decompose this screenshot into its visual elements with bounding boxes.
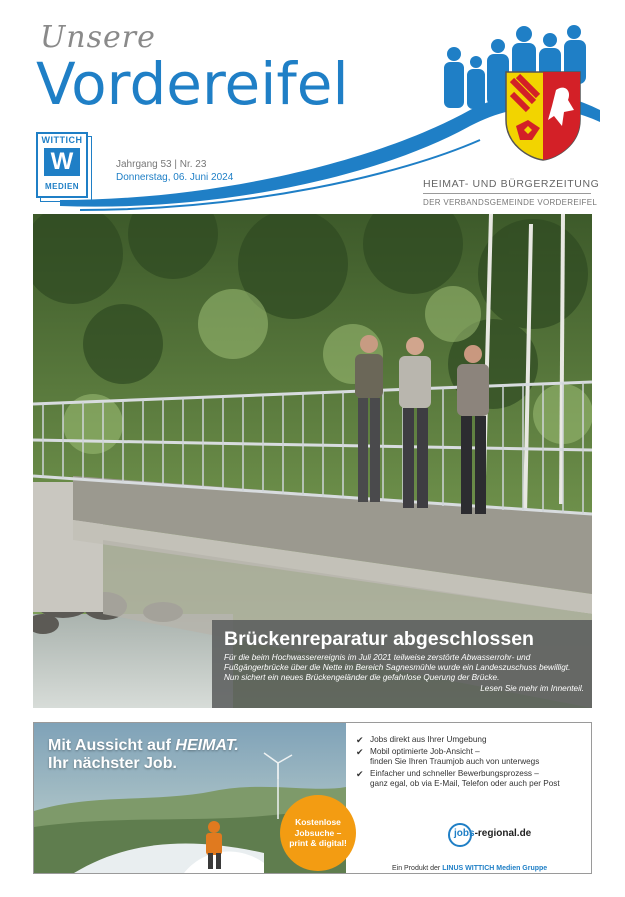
ad-footer-brand: LINUS WITTICH Medien Gruppe bbox=[442, 865, 548, 872]
coat-of-arms-icon bbox=[504, 70, 582, 162]
checkmark-icon: ✔ bbox=[356, 735, 364, 745]
publisher-logo-letter: W bbox=[44, 148, 80, 176]
benefit-subtext: ganz egal, ob via E-Mail, Telefon oder auch per Post bbox=[370, 779, 560, 789]
tagline-block bbox=[423, 178, 600, 207]
ad-headline-line-2: Ihr nächster Job. bbox=[48, 755, 177, 772]
issue-number: Jahrgang 53 | Nr. 23 bbox=[116, 159, 207, 170]
ad-headline bbox=[48, 737, 239, 773]
subtagline: DER VERBANDSGEMEINDE VORDEREIFEL bbox=[423, 198, 598, 207]
title-main: Vordereifel bbox=[36, 50, 349, 118]
article-headline[interactable]: Brückenreparatur abgeschlossen bbox=[224, 628, 534, 650]
benefit-text: Jobs direkt aus Ihrer Umgebung bbox=[370, 735, 487, 744]
ad-footer bbox=[392, 865, 547, 872]
benefits-list bbox=[352, 735, 588, 790]
publisher-logo-bottom: MEDIEN bbox=[44, 182, 80, 191]
jobs-regional-logo[interactable] bbox=[448, 823, 548, 851]
article-caption bbox=[212, 620, 592, 708]
jobs-logo-prefix: jobs bbox=[454, 828, 475, 839]
ad-benefits bbox=[352, 735, 588, 872]
article-teaser: Für die beim Hochwasserereignis im Juli 2021 teilweise zerstörte Abwasserrohr- und Fußgängerbrücke über die Nette im Bereich Sagnesmühle wurde ein Landeszuschuss bewilligt. Nun sichert ein neues Brückengeländer die gefahrlose Querung der Brücke. bbox=[224, 653, 571, 683]
ad-headline-prefix: Mit Aussicht auf bbox=[48, 737, 176, 754]
benefit-text: Einfacher und schneller Bewerbungsprozess – bbox=[370, 768, 539, 778]
read-more-link[interactable]: Lesen Sie mehr im Innenteil. bbox=[480, 683, 584, 693]
checkmark-icon: ✔ bbox=[356, 768, 364, 779]
issue-date: Donnerstag, 06. Juni 2024 bbox=[116, 172, 234, 183]
publisher-logo-top: WITTICH bbox=[41, 135, 83, 145]
ad-headline-emphasis: HEIMAT. bbox=[175, 737, 239, 754]
ad-headline-line-1 bbox=[48, 737, 239, 755]
jobs-advertisement[interactable] bbox=[33, 722, 592, 874]
benefit-subtext: finden Sie Ihren Traumjob auch von unterwegs bbox=[370, 757, 540, 767]
title-small: Unsere bbox=[40, 20, 156, 55]
jobs-logo-suffix: -regional.de bbox=[474, 828, 532, 839]
cover-photo bbox=[33, 214, 592, 708]
issue-info bbox=[116, 158, 233, 184]
checkmark-icon: ✔ bbox=[356, 746, 364, 757]
tagline: HEIMAT- UND BÜRGERZEITUNG bbox=[423, 178, 591, 194]
benefit-text: Mobil optimierte Job-Ansicht – bbox=[370, 746, 480, 756]
benefit-item bbox=[352, 735, 588, 746]
masthead bbox=[0, 0, 625, 212]
benefit-item bbox=[352, 769, 588, 790]
publisher-logo bbox=[36, 132, 92, 202]
jobs-logo-text[interactable] bbox=[454, 828, 531, 839]
benefit-item bbox=[352, 747, 588, 768]
ad-footer-prefix: Ein Produkt der bbox=[392, 865, 443, 872]
free-jobsearch-badge: Kostenlose Jobsuche – print & digital! bbox=[280, 795, 356, 871]
